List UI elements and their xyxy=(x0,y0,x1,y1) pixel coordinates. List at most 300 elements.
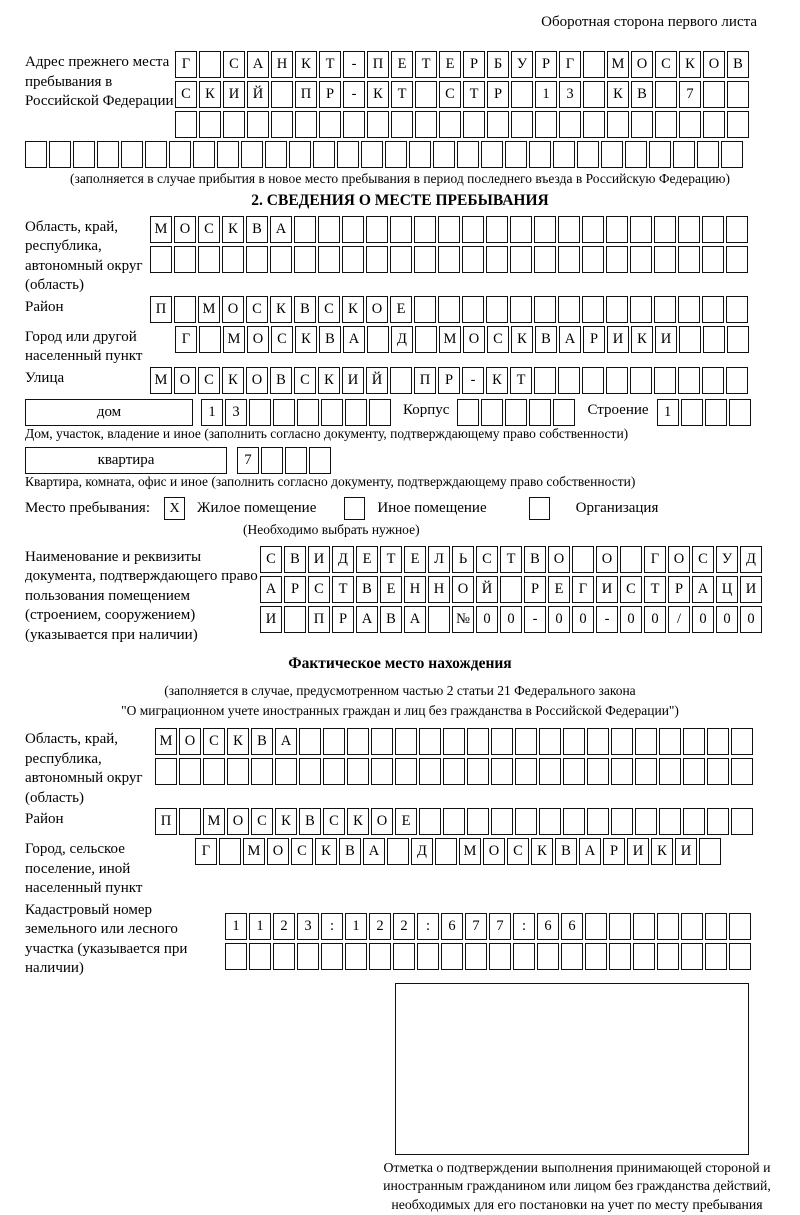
char-cell[interactable] xyxy=(582,367,604,394)
char-cell[interactable]: В xyxy=(251,728,273,755)
char-cell[interactable]: Т xyxy=(644,576,666,603)
char-cell[interactable] xyxy=(582,216,604,243)
char-cell[interactable]: Г xyxy=(644,546,666,573)
char-cell[interactable]: Р xyxy=(319,81,341,108)
char-cell[interactable] xyxy=(417,943,439,970)
char-cell[interactable]: Р xyxy=(535,51,557,78)
char-cell[interactable] xyxy=(249,943,271,970)
char-cell[interactable] xyxy=(654,216,676,243)
char-cell[interactable] xyxy=(390,216,412,243)
char-cell[interactable]: И xyxy=(596,576,618,603)
char-cell[interactable] xyxy=(97,141,119,168)
char-cell[interactable]: 6 xyxy=(537,913,559,940)
char-cell[interactable]: Й xyxy=(366,367,388,394)
char-cell[interactable] xyxy=(558,367,580,394)
document-row-1[interactable] xyxy=(260,546,764,573)
char-cell[interactable] xyxy=(606,216,628,243)
char-cell[interactable]: 0 xyxy=(500,606,522,633)
char-cell[interactable] xyxy=(193,141,215,168)
char-cell[interactable]: С xyxy=(198,216,220,243)
char-cell[interactable]: Т xyxy=(510,367,532,394)
char-cell[interactable] xyxy=(534,367,556,394)
char-cell[interactable] xyxy=(635,808,657,835)
char-cell[interactable]: В xyxy=(631,81,653,108)
char-cell[interactable]: П xyxy=(414,367,436,394)
char-cell[interactable] xyxy=(318,216,340,243)
char-cell[interactable] xyxy=(635,758,657,785)
char-cell[interactable]: С xyxy=(271,326,293,353)
char-cell[interactable]: В xyxy=(339,838,361,865)
char-cell[interactable] xyxy=(683,808,705,835)
char-cell[interactable]: О xyxy=(668,546,690,573)
char-cell[interactable]: И xyxy=(675,838,697,865)
char-cell[interactable] xyxy=(428,606,450,633)
char-cell[interactable]: В xyxy=(535,326,557,353)
char-cell[interactable] xyxy=(563,808,585,835)
char-cell[interactable] xyxy=(395,728,417,755)
region-row-1[interactable] xyxy=(150,216,750,243)
char-cell[interactable] xyxy=(515,758,537,785)
char-cell[interactable]: Д xyxy=(332,546,354,573)
char-cell[interactable] xyxy=(563,728,585,755)
char-cell[interactable]: 1 xyxy=(345,913,367,940)
house-type-box[interactable]: дом xyxy=(25,399,193,426)
char-cell[interactable]: С xyxy=(655,51,677,78)
city-row[interactable] xyxy=(175,326,751,353)
char-cell[interactable]: 1 xyxy=(657,399,679,426)
char-cell[interactable]: Г xyxy=(572,576,594,603)
char-cell[interactable] xyxy=(606,296,628,323)
char-cell[interactable]: А xyxy=(260,576,282,603)
char-cell[interactable] xyxy=(297,943,319,970)
char-cell[interactable] xyxy=(199,111,221,138)
char-cell[interactable] xyxy=(486,296,508,323)
char-cell[interactable] xyxy=(537,943,559,970)
char-cell[interactable] xyxy=(678,216,700,243)
char-cell[interactable] xyxy=(321,399,343,426)
char-cell[interactable] xyxy=(261,447,283,474)
char-cell[interactable] xyxy=(321,943,343,970)
char-cell[interactable] xyxy=(414,296,436,323)
char-cell[interactable] xyxy=(438,296,460,323)
char-cell[interactable] xyxy=(342,216,364,243)
char-cell[interactable]: Д xyxy=(740,546,762,573)
char-cell[interactable] xyxy=(443,808,465,835)
char-cell[interactable] xyxy=(705,943,727,970)
char-cell[interactable] xyxy=(697,141,719,168)
char-cell[interactable]: В xyxy=(524,546,546,573)
char-cell[interactable] xyxy=(513,943,535,970)
char-cell[interactable] xyxy=(505,141,527,168)
char-cell[interactable] xyxy=(323,758,345,785)
char-cell[interactable] xyxy=(227,758,249,785)
char-cell[interactable] xyxy=(683,758,705,785)
char-cell[interactable]: Л xyxy=(428,546,450,573)
char-cell[interactable] xyxy=(486,246,508,273)
char-cell[interactable] xyxy=(510,296,532,323)
previous-address-row-2[interactable] xyxy=(175,81,751,108)
char-cell[interactable]: В xyxy=(555,838,577,865)
char-cell[interactable]: О xyxy=(247,326,269,353)
char-cell[interactable] xyxy=(611,808,633,835)
char-cell[interactable]: М xyxy=(155,728,177,755)
char-cell[interactable] xyxy=(150,246,172,273)
char-cell[interactable]: А xyxy=(404,606,426,633)
char-cell[interactable]: М xyxy=(439,326,461,353)
char-cell[interactable] xyxy=(409,141,431,168)
char-cell[interactable]: 1 xyxy=(535,81,557,108)
char-cell[interactable] xyxy=(489,943,511,970)
char-cell[interactable] xyxy=(630,296,652,323)
char-cell[interactable] xyxy=(729,913,751,940)
char-cell[interactable]: Г xyxy=(175,326,197,353)
checkbox-inoe[interactable] xyxy=(344,497,365,520)
char-cell[interactable]: М xyxy=(243,838,265,865)
char-cell[interactable]: К xyxy=(295,51,317,78)
char-cell[interactable]: С xyxy=(692,546,714,573)
char-cell[interactable] xyxy=(606,367,628,394)
char-cell[interactable]: 0 xyxy=(476,606,498,633)
char-cell[interactable] xyxy=(659,808,681,835)
char-cell[interactable] xyxy=(343,111,365,138)
char-cell[interactable] xyxy=(534,216,556,243)
char-cell[interactable] xyxy=(481,141,503,168)
char-cell[interactable]: Р xyxy=(284,576,306,603)
char-cell[interactable] xyxy=(703,111,725,138)
char-cell[interactable]: В xyxy=(299,808,321,835)
char-cell[interactable]: С xyxy=(260,546,282,573)
char-cell[interactable]: С xyxy=(223,51,245,78)
char-cell[interactable] xyxy=(246,246,268,273)
char-cell[interactable]: К xyxy=(227,728,249,755)
char-cell[interactable] xyxy=(347,758,369,785)
char-cell[interactable] xyxy=(369,943,391,970)
char-cell[interactable] xyxy=(419,728,441,755)
char-cell[interactable]: А xyxy=(579,838,601,865)
char-cell[interactable]: С xyxy=(246,296,268,323)
char-cell[interactable] xyxy=(577,141,599,168)
char-cell[interactable]: Г xyxy=(559,51,581,78)
char-cell[interactable] xyxy=(705,399,727,426)
char-cell[interactable] xyxy=(271,111,293,138)
char-cell[interactable] xyxy=(702,367,724,394)
char-cell[interactable] xyxy=(433,141,455,168)
char-cell[interactable]: Б xyxy=(487,51,509,78)
char-cell[interactable] xyxy=(705,913,727,940)
char-cell[interactable] xyxy=(487,111,509,138)
char-cell[interactable] xyxy=(707,728,729,755)
char-cell[interactable] xyxy=(414,246,436,273)
char-cell[interactable]: Т xyxy=(332,576,354,603)
char-cell[interactable] xyxy=(635,728,657,755)
char-cell[interactable]: О xyxy=(227,808,249,835)
char-cell[interactable]: Ь xyxy=(452,546,474,573)
char-cell[interactable]: О xyxy=(246,367,268,394)
char-cell[interactable] xyxy=(337,141,359,168)
char-cell[interactable] xyxy=(587,758,609,785)
char-cell[interactable] xyxy=(633,943,655,970)
char-cell[interactable]: 6 xyxy=(561,913,583,940)
char-cell[interactable] xyxy=(681,399,703,426)
char-cell[interactable] xyxy=(529,141,551,168)
char-cell[interactable]: А xyxy=(343,326,365,353)
char-cell[interactable]: И xyxy=(607,326,629,353)
char-cell[interactable]: Е xyxy=(356,546,378,573)
char-cell[interactable]: К xyxy=(347,808,369,835)
char-cell[interactable]: Т xyxy=(380,546,402,573)
char-cell[interactable] xyxy=(391,111,413,138)
checkbox-organizatsiya[interactable] xyxy=(529,497,550,520)
char-cell[interactable] xyxy=(319,111,341,138)
apartment-type-box[interactable]: квартира xyxy=(25,447,227,474)
char-cell[interactable]: 1 xyxy=(249,913,271,940)
char-cell[interactable]: 3 xyxy=(559,81,581,108)
actual-city-row[interactable] xyxy=(195,838,723,865)
char-cell[interactable] xyxy=(587,728,609,755)
char-cell[interactable]: 0 xyxy=(572,606,594,633)
char-cell[interactable] xyxy=(539,728,561,755)
char-cell[interactable] xyxy=(414,216,436,243)
char-cell[interactable] xyxy=(393,943,415,970)
char-cell[interactable] xyxy=(467,808,489,835)
char-cell[interactable] xyxy=(385,141,407,168)
char-cell[interactable] xyxy=(539,758,561,785)
street-row[interactable] xyxy=(150,367,750,394)
char-cell[interactable] xyxy=(219,838,241,865)
char-cell[interactable] xyxy=(179,758,201,785)
char-cell[interactable] xyxy=(611,728,633,755)
char-cell[interactable] xyxy=(731,758,753,785)
char-cell[interactable]: С xyxy=(291,838,313,865)
char-cell[interactable] xyxy=(655,111,677,138)
char-cell[interactable]: Е xyxy=(390,296,412,323)
char-cell[interactable] xyxy=(169,141,191,168)
char-cell[interactable]: - xyxy=(596,606,618,633)
char-cell[interactable]: С xyxy=(294,367,316,394)
char-cell[interactable] xyxy=(270,246,292,273)
char-cell[interactable] xyxy=(553,141,575,168)
char-cell[interactable]: К xyxy=(222,367,244,394)
char-cell[interactable]: 7 xyxy=(489,913,511,940)
char-cell[interactable]: Е xyxy=(404,546,426,573)
char-cell[interactable]: О xyxy=(174,367,196,394)
char-cell[interactable] xyxy=(702,216,724,243)
char-cell[interactable] xyxy=(435,838,457,865)
char-cell[interactable]: 3 xyxy=(225,399,247,426)
char-cell[interactable]: Д xyxy=(411,838,433,865)
char-cell[interactable]: К xyxy=(295,326,317,353)
char-cell[interactable]: П xyxy=(150,296,172,323)
char-cell[interactable] xyxy=(699,838,721,865)
char-cell[interactable]: У xyxy=(716,546,738,573)
char-cell[interactable] xyxy=(366,216,388,243)
char-cell[interactable] xyxy=(294,246,316,273)
char-cell[interactable] xyxy=(529,399,551,426)
korpus-cells[interactable] xyxy=(457,399,577,426)
char-cell[interactable]: О xyxy=(631,51,653,78)
char-cell[interactable] xyxy=(217,141,239,168)
char-cell[interactable] xyxy=(534,296,556,323)
char-cell[interactable] xyxy=(572,546,594,573)
char-cell[interactable] xyxy=(467,728,489,755)
char-cell[interactable]: О xyxy=(596,546,618,573)
char-cell[interactable]: И xyxy=(260,606,282,633)
char-cell[interactable] xyxy=(587,808,609,835)
char-cell[interactable]: К xyxy=(511,326,533,353)
char-cell[interactable]: К xyxy=(315,838,337,865)
char-cell[interactable]: О xyxy=(174,216,196,243)
char-cell[interactable] xyxy=(419,758,441,785)
char-cell[interactable] xyxy=(486,216,508,243)
char-cell[interactable] xyxy=(462,246,484,273)
char-cell[interactable]: 0 xyxy=(692,606,714,633)
char-cell[interactable]: А xyxy=(559,326,581,353)
char-cell[interactable] xyxy=(25,141,47,168)
char-cell[interactable]: К xyxy=(486,367,508,394)
char-cell[interactable] xyxy=(510,246,532,273)
region-row-2[interactable] xyxy=(150,246,750,273)
char-cell[interactable] xyxy=(438,246,460,273)
char-cell[interactable] xyxy=(175,111,197,138)
char-cell[interactable] xyxy=(679,111,701,138)
char-cell[interactable]: 0 xyxy=(548,606,570,633)
char-cell[interactable]: 6 xyxy=(441,913,463,940)
char-cell[interactable]: М xyxy=(150,216,172,243)
char-cell[interactable]: : xyxy=(417,913,439,940)
char-cell[interactable] xyxy=(419,808,441,835)
char-cell[interactable]: С xyxy=(251,808,273,835)
char-cell[interactable]: 1 xyxy=(225,913,247,940)
char-cell[interactable] xyxy=(390,246,412,273)
char-cell[interactable] xyxy=(681,943,703,970)
char-cell[interactable]: 3 xyxy=(297,913,319,940)
char-cell[interactable] xyxy=(225,943,247,970)
char-cell[interactable]: Ц xyxy=(716,576,738,603)
char-cell[interactable]: С xyxy=(198,367,220,394)
char-cell[interactable] xyxy=(438,216,460,243)
char-cell[interactable]: В xyxy=(294,296,316,323)
char-cell[interactable]: И xyxy=(342,367,364,394)
char-cell[interactable]: Р xyxy=(524,576,546,603)
char-cell[interactable] xyxy=(558,216,580,243)
char-cell[interactable] xyxy=(273,943,295,970)
char-cell[interactable]: Р xyxy=(438,367,460,394)
char-cell[interactable]: Е xyxy=(439,51,461,78)
char-cell[interactable] xyxy=(505,399,527,426)
char-cell[interactable]: Н xyxy=(428,576,450,603)
char-cell[interactable]: О xyxy=(483,838,505,865)
char-cell[interactable]: Р xyxy=(487,81,509,108)
char-cell[interactable]: Р xyxy=(583,326,605,353)
char-cell[interactable]: В xyxy=(380,606,402,633)
char-cell[interactable]: И xyxy=(655,326,677,353)
char-cell[interactable] xyxy=(702,246,724,273)
char-cell[interactable] xyxy=(439,111,461,138)
char-cell[interactable] xyxy=(199,51,221,78)
char-cell[interactable]: А xyxy=(247,51,269,78)
cadastral-row-2[interactable] xyxy=(225,943,753,970)
char-cell[interactable] xyxy=(729,943,751,970)
char-cell[interactable] xyxy=(491,808,513,835)
char-cell[interactable] xyxy=(601,141,623,168)
char-cell[interactable]: 1 xyxy=(201,399,223,426)
char-cell[interactable]: С xyxy=(439,81,461,108)
char-cell[interactable] xyxy=(659,758,681,785)
char-cell[interactable] xyxy=(491,758,513,785)
char-cell[interactable] xyxy=(179,808,201,835)
char-cell[interactable]: 2 xyxy=(273,913,295,940)
char-cell[interactable] xyxy=(553,399,575,426)
char-cell[interactable]: П xyxy=(155,808,177,835)
char-cell[interactable]: К xyxy=(275,808,297,835)
char-cell[interactable] xyxy=(561,943,583,970)
char-cell[interactable]: Т xyxy=(500,546,522,573)
char-cell[interactable] xyxy=(247,111,269,138)
char-cell[interactable]: М xyxy=(150,367,172,394)
checkbox-zhiloe[interactable]: X xyxy=(164,497,185,520)
char-cell[interactable] xyxy=(313,141,335,168)
char-cell[interactable]: С xyxy=(620,576,642,603)
char-cell[interactable]: К xyxy=(631,326,653,353)
char-cell[interactable] xyxy=(703,81,725,108)
char-cell[interactable] xyxy=(721,141,743,168)
char-cell[interactable] xyxy=(284,606,306,633)
char-cell[interactable] xyxy=(467,758,489,785)
char-cell[interactable] xyxy=(198,246,220,273)
char-cell[interactable]: Й xyxy=(476,576,498,603)
char-cell[interactable] xyxy=(727,81,749,108)
char-cell[interactable]: А xyxy=(356,606,378,633)
char-cell[interactable] xyxy=(299,728,321,755)
char-cell[interactable]: 0 xyxy=(644,606,666,633)
char-cell[interactable]: О xyxy=(703,51,725,78)
char-cell[interactable] xyxy=(607,111,629,138)
char-cell[interactable]: В xyxy=(319,326,341,353)
char-cell[interactable] xyxy=(285,447,307,474)
char-cell[interactable] xyxy=(318,246,340,273)
char-cell[interactable] xyxy=(727,326,749,353)
char-cell[interactable] xyxy=(726,367,748,394)
char-cell[interactable] xyxy=(345,943,367,970)
char-cell[interactable]: Т xyxy=(319,51,341,78)
char-cell[interactable]: М xyxy=(607,51,629,78)
char-cell[interactable] xyxy=(673,141,695,168)
char-cell[interactable] xyxy=(625,141,647,168)
char-cell[interactable] xyxy=(457,399,479,426)
char-cell[interactable]: П xyxy=(295,81,317,108)
char-cell[interactable]: О xyxy=(366,296,388,323)
char-cell[interactable] xyxy=(583,81,605,108)
char-cell[interactable] xyxy=(681,913,703,940)
char-cell[interactable] xyxy=(510,216,532,243)
char-cell[interactable]: 0 xyxy=(740,606,762,633)
char-cell[interactable] xyxy=(630,367,652,394)
char-cell[interactable] xyxy=(583,111,605,138)
char-cell[interactable] xyxy=(299,758,321,785)
char-cell[interactable]: К xyxy=(318,367,340,394)
actual-district-row[interactable] xyxy=(155,808,755,835)
char-cell[interactable]: Р xyxy=(463,51,485,78)
char-cell[interactable] xyxy=(583,51,605,78)
char-cell[interactable] xyxy=(511,111,533,138)
char-cell[interactable] xyxy=(369,399,391,426)
char-cell[interactable] xyxy=(585,913,607,940)
char-cell[interactable] xyxy=(683,728,705,755)
char-cell[interactable]: В xyxy=(246,216,268,243)
char-cell[interactable]: Н xyxy=(404,576,426,603)
char-cell[interactable] xyxy=(649,141,671,168)
char-cell[interactable] xyxy=(294,216,316,243)
